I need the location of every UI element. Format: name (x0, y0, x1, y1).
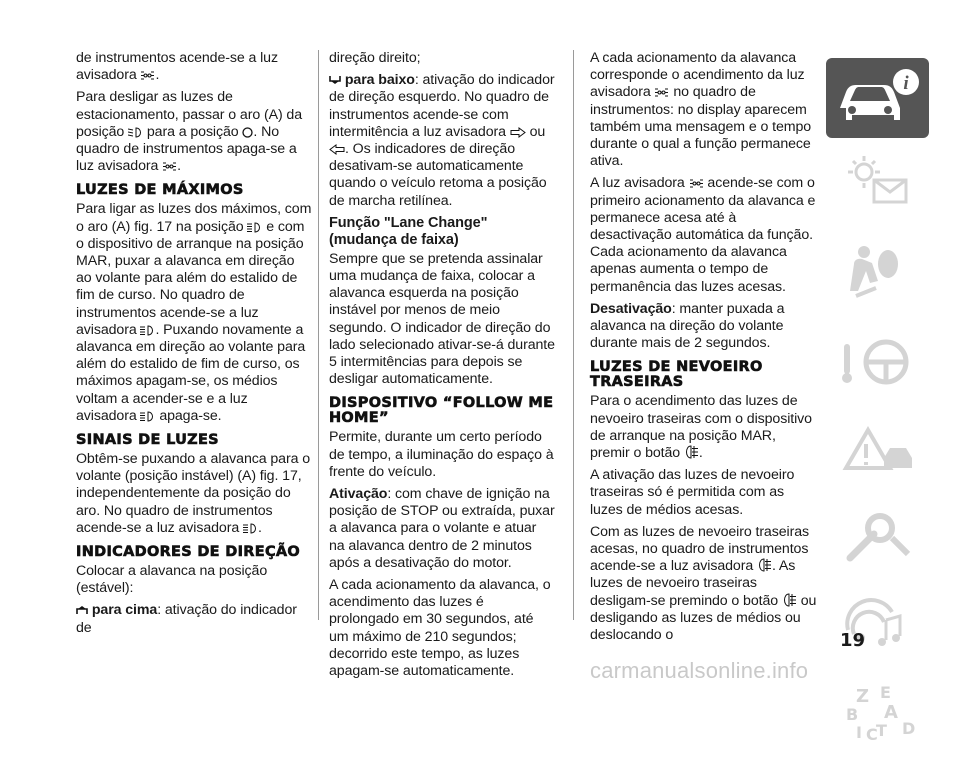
position-lights-icon (654, 87, 669, 98)
paragraph: A ativação das luzes de nevoeiro traseiras só é permitida com as luzes de médios acesas. (590, 467, 795, 518)
low-beam-icon (128, 127, 143, 138)
paragraph: Ativação: com chave de ignição na posição de STOP ou extraída, puxar a alavanca para o volante e atuar na alavanca dentro de 2 minutos após a desativação do motor. (329, 486, 555, 571)
tab-emergency[interactable] (826, 410, 929, 490)
emergency-icon (826, 410, 929, 490)
position-lights-icon (689, 178, 704, 189)
paragraph: Sempre que se pretenda assinalar uma mudança de faixa, colocar a alavanca esquerda na posição instável por menos de meio segundo. O indicador de direção do lado selecionado ativar-se-á durante 5 intermitências para depois se desligar automaticamente. (329, 250, 555, 388)
multimedia-icon (826, 586, 929, 666)
watermark: carmanualsonline.info (590, 658, 809, 683)
high-beam-icon (140, 411, 155, 422)
high-beam-icon (243, 523, 258, 534)
arrow-down-icon (329, 75, 341, 85)
paragraph: A luz avisadora acende-se com o primeiro acionamento da alavanca e permanece acesa até à desactivação automática da função. Cada acionamento da alavanca apenas aumenta o tempo de permanência das luzes acesas. (590, 175, 816, 295)
paragraph: para baixo: ativação do indicador de direção esquerdo. No quadro de instrumentos acende-se com intermitência a luz avisadora ou . Os indicadores de direção desativam-se automaticamente quando o veículo retoma a posição de marcha retilínea. (329, 72, 555, 209)
tab-dashboard-lights[interactable] (826, 146, 929, 226)
tab-multimedia[interactable] (826, 586, 929, 666)
steering-wheel-icon (826, 322, 929, 402)
index-letters-icon (826, 674, 929, 754)
paragraph: A cada acionamento da alavanca corresponde o acendimento da luz avisadora no quadro de instrumentos: no display aparecem também uma mensagem e o tempo durante o qual a função permanece ativa. (590, 50, 812, 170)
subsection-heading: Função "Lane Change" (mudança de faixa) (329, 214, 488, 248)
section-heading: DISPOSITIVO “FOLLOW ME HOME” (329, 395, 554, 427)
section-heading: INDICADORES DE DIREÇÃO (76, 544, 301, 561)
index-letter: E (880, 683, 891, 702)
index-letter: I (856, 723, 862, 742)
tab-safety[interactable] (826, 234, 929, 314)
chapter-tabs (826, 58, 929, 762)
arrow-up-icon (76, 605, 88, 615)
tab-maintenance[interactable] (826, 498, 929, 578)
rear-fog-icon (684, 445, 699, 459)
position-lights-icon (140, 70, 155, 81)
paragraph: Desativação: manter puxada a alavanca na direção do volante durante mais de 2 segundos. (590, 300, 785, 352)
paragraph: Colocar a alavanca na posição (estável): (76, 563, 268, 597)
paragraph: Permite, durante um certo período de tempo, a iluminação do espaço à frente do veículo. (329, 429, 554, 480)
turn-left-icon (329, 144, 345, 155)
paragraph: direção direito; (329, 50, 421, 66)
section-heading: LUZES DE NEVOEIRO TRASEIRAS (590, 359, 763, 391)
high-beam-icon (140, 325, 155, 336)
paragraph: Para o acendimento das luzes de nevoeiro traseiras com o dispositivo de arranque na posição MAR, premir o botão . (590, 393, 812, 462)
paragraph: de instrumentos acende-se a luz avisadora . (76, 50, 278, 84)
car-info-icon (826, 58, 929, 138)
index-letter: A (884, 702, 898, 723)
section-heading: SINAIS DE LUZES (76, 432, 219, 449)
svg-text:i: i (903, 73, 909, 94)
index-letter: B (846, 705, 859, 724)
column-1 (76, 50, 312, 642)
column-divider-1 (318, 50, 319, 620)
page-number: 19 (840, 630, 866, 651)
paragraph: Para ligar as luzes dos máximos, com o aro (A) fig. 17 na posição e com o dispositivo de arranque na posição MAR, puxar a alavanca em direção ao volante para além do estalido de fim de curso. No quadro de instrumentos acende-se a luz avisadora . Puxando novamente a alavanca em direção ao volante para além do estalido de fim de curso, os máximos apagam-se, os médios voltam a acender-se e a luz avisadora apaga-se. (76, 201, 312, 424)
rear-fog-icon (757, 558, 772, 572)
index-letter: D (902, 719, 916, 738)
index-letter: Z (856, 686, 870, 707)
paragraph: para cima: ativação do indicador de (76, 602, 297, 636)
tab-car-info[interactable] (826, 58, 929, 138)
rear-fog-icon (782, 593, 797, 607)
column-2 (329, 50, 555, 685)
off-position-icon (242, 127, 253, 138)
paragraph: Obtêm-se puxando a alavanca para o volante (posição instável) (A) fig. 17, independentemente da posição do aro. No quadro de instrumentos acende-se a luz avisadora . (76, 451, 310, 536)
tab-index[interactable] (826, 674, 929, 754)
index-letter: C (866, 725, 878, 744)
paragraph: Para desligar as luzes de estacionamento, passar o aro (A) da posição para a posição . No quadro de instrumentos apaga-se a luz avisadora . (76, 89, 302, 175)
wrench-icon (826, 498, 929, 578)
warning-lights-icon (826, 146, 929, 226)
high-beam-icon (247, 222, 262, 233)
column-divider-2 (573, 50, 574, 620)
index-letter: T (876, 721, 887, 740)
airbag-icon (826, 234, 929, 314)
position-lights-icon (162, 161, 177, 172)
paragraph: A cada acionamento da alavanca, o acendimento das luzes é prolongado em 30 segundos, até um máximo de 210 segundos; decorrido este tempo, as luzes apagam-se automaticamente. (329, 577, 551, 680)
paragraph: Com as luzes de nevoeiro traseiras acesas, no quadro de instrumentos acende-se a luz avisadora . As luzes de nevoeiro traseiras desligam-se premindo o botão ou desligando as luzes de médios ou deslocando o (590, 523, 817, 644)
column-3 (590, 50, 818, 649)
section-heading: LUZES DE MÁXIMOS (76, 182, 244, 199)
turn-right-icon (510, 127, 526, 138)
tab-starting-driving[interactable] (826, 322, 929, 402)
